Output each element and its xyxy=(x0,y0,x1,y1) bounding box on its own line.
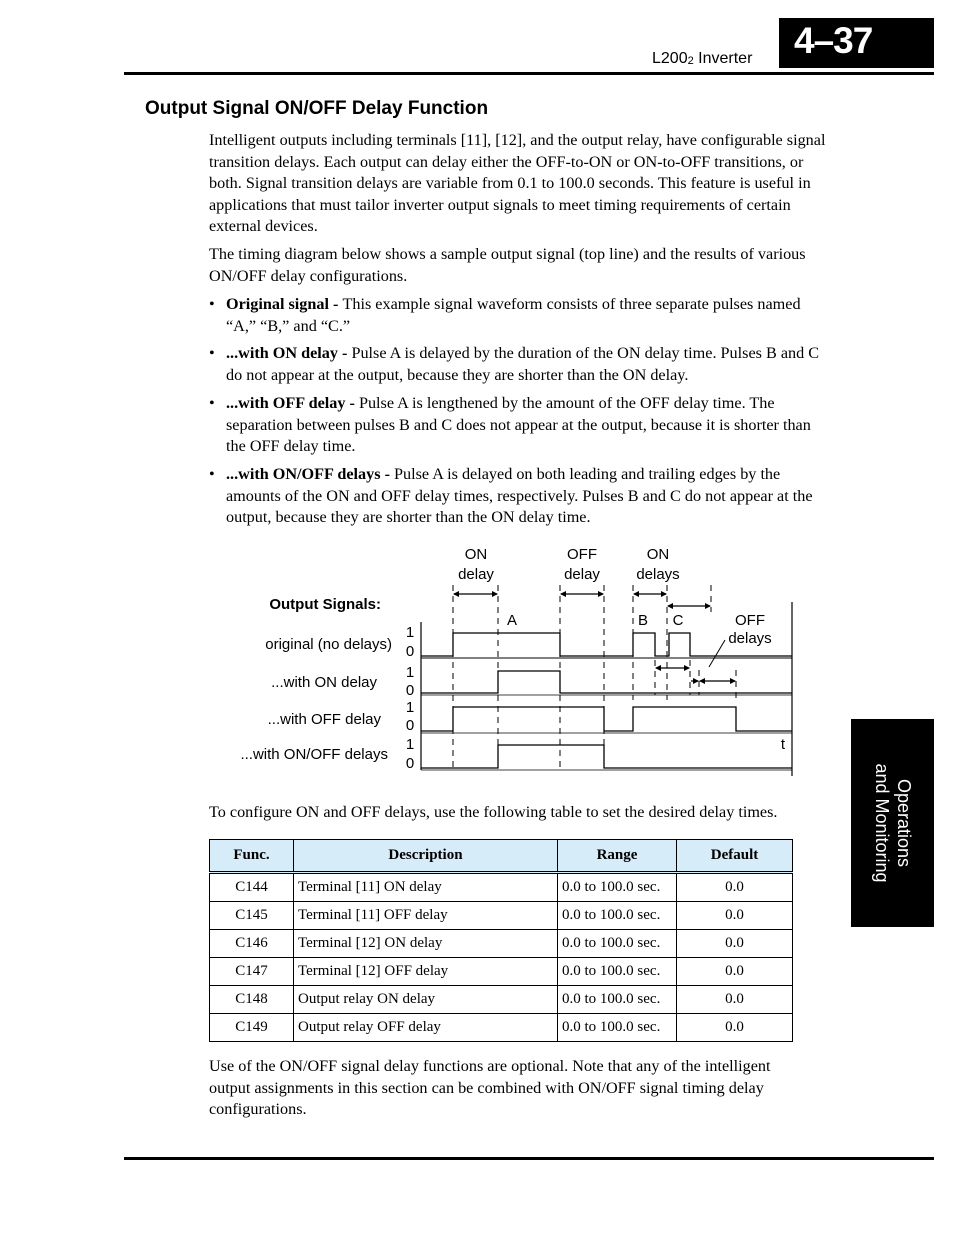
delay-arrows xyxy=(454,594,735,681)
level-low-row1: 0 xyxy=(405,643,415,660)
footer-rule xyxy=(124,1157,934,1160)
bullet-term: ...with ON delay - xyxy=(226,344,352,362)
delay-settings-table xyxy=(209,839,793,1042)
table-row xyxy=(210,902,793,930)
level-low-row4: 0 xyxy=(405,755,415,772)
diagram-intro-paragraph: The timing diagram below shows a sample output signal (top line) and the results of various ON/OFF delay configurations. xyxy=(209,245,806,285)
cell-range: 0.0 to 100.0 sec. xyxy=(558,930,677,958)
label-off-delay-line1: OFF xyxy=(567,546,597,563)
label-on-delays-line1: ON xyxy=(646,546,670,563)
col-header-description: Description xyxy=(294,840,558,873)
bullet-text: This example signal waveform consists of three separate pulses named “A,” “B,” and “C.” xyxy=(226,295,801,335)
pulse-b-label: B xyxy=(637,612,649,629)
cell-range: 0.0 to 100.0 sec. xyxy=(558,873,677,902)
table-row xyxy=(210,958,793,986)
cell-func: C147 xyxy=(210,958,294,986)
cell-description: Terminal [12] ON delay xyxy=(294,930,558,958)
cell-description: Output relay OFF delay xyxy=(294,1014,558,1042)
table-intro-paragraph: To configure ON and OFF delays, use the following table to set the desired delay times. xyxy=(209,803,778,821)
off-delays-pointer xyxy=(709,640,725,667)
level-high-row4: 1 xyxy=(405,736,415,753)
side-tab-line2: and Monitoring xyxy=(871,763,892,883)
level-high-row3: 1 xyxy=(405,699,415,716)
bullet-term: ...with ON/OFF delays - xyxy=(226,465,395,483)
bullet-text: Pulse A is delayed on both leading and trailing edges by the amounts of the ON and OFF delay times, respectively. Pulses B and C do not appear at the output, because they are shorter than the ON delay time. xyxy=(226,465,813,526)
bullet-dot: • xyxy=(209,295,215,313)
cell-default: 0.0 xyxy=(677,1014,793,1042)
header-product-name: L200 xyxy=(652,50,688,67)
diagram-title: Output Signals: xyxy=(269,596,381,613)
cell-description: Terminal [11] OFF delay xyxy=(294,902,558,930)
cell-default: 0.0 xyxy=(677,873,793,902)
side-tab-line1: Operations xyxy=(893,778,914,868)
bullet-term: ...with OFF delay - xyxy=(226,394,359,412)
cell-default: 0.0 xyxy=(677,902,793,930)
cell-description: Terminal [11] ON delay xyxy=(294,873,558,902)
row-label-original: original (no delays) xyxy=(265,636,392,653)
cell-range: 0.0 to 100.0 sec. xyxy=(558,902,677,930)
col-header-default: Default xyxy=(677,840,793,873)
table-row xyxy=(210,873,793,902)
header-product xyxy=(652,50,752,68)
level-high-row2: 1 xyxy=(405,664,415,681)
waveform-off-delay xyxy=(421,707,792,731)
chapter-side-tab-text xyxy=(851,719,934,927)
bullet-dot: • xyxy=(209,394,215,412)
cell-func: C145 xyxy=(210,902,294,930)
section-title: Output Signal ON/OFF Delay Function xyxy=(145,98,489,119)
cell-func: C148 xyxy=(210,986,294,1014)
label-on-delay-line1: ON xyxy=(464,546,488,563)
closing-paragraph: Use of the ON/OFF signal delay functions are optional. Note that any of the intelligent output assignments in this section can be combined with ON/OFF signal timing delay configurations. xyxy=(209,1057,771,1118)
row-label-on-off-delays: ...with ON/OFF delays xyxy=(240,746,388,763)
bullet-dot: • xyxy=(209,465,215,483)
label-on-delay-line2: delay xyxy=(458,566,494,583)
off-delays-line1: OFF xyxy=(735,612,765,629)
table-header-row xyxy=(210,840,793,873)
level-low-row3: 0 xyxy=(405,717,415,734)
time-axis-label: t xyxy=(780,736,786,753)
table-row xyxy=(210,986,793,1014)
cell-func: C144 xyxy=(210,873,294,902)
level-low-row2: 0 xyxy=(405,682,415,699)
page-number: 4–37 xyxy=(794,20,873,61)
cell-func: C146 xyxy=(210,930,294,958)
cell-default: 0.0 xyxy=(677,930,793,958)
level-high-row1: 1 xyxy=(405,624,415,641)
cell-description: Terminal [12] OFF delay xyxy=(294,958,558,986)
off-delays-line2: delays xyxy=(728,630,772,647)
cell-func: C149 xyxy=(210,1014,294,1042)
bullet-text: Pulse A is lengthened by the amount of the OFF delay time. The separation between pulses B and C does not appear at the output, because it is shorter than the OFF delay time. xyxy=(226,394,811,455)
bullet-dot: • xyxy=(209,344,215,362)
table-row xyxy=(210,930,793,958)
row-label-off-delay: ...with OFF delay xyxy=(267,711,381,728)
bullet-term: Original signal - xyxy=(226,295,343,313)
pulse-c-label: C xyxy=(672,612,684,629)
cell-range: 0.0 to 100.0 sec. xyxy=(558,958,677,986)
col-header-range: Range xyxy=(558,840,677,873)
intro-paragraph: Intelligent outputs including terminals [11], [12], and the output relay, have configurable signal transition delays. Each output can delay either the OFF-to-ON or ON-to-OFF transitions, or both. Signal transition delays are variable from 0.1 to 100.0 seconds. This feature is useful in applications that must tailor inverter output signals to meet timing requirements of certain external devices. xyxy=(209,131,826,235)
header-rule xyxy=(124,72,934,75)
table-row xyxy=(210,1014,793,1042)
col-header-func: Func. xyxy=(210,840,294,873)
bullet-text: Pulse A is delayed by the duration of the ON delay time. Pulses B and C do not appear at the output, because they are shorter than the ON delay. xyxy=(226,344,820,384)
cell-range: 0.0 to 100.0 sec. xyxy=(558,1014,677,1042)
cell-default: 0.0 xyxy=(677,986,793,1014)
header-product-suffix: Inverter xyxy=(693,50,753,67)
label-off-delay-line2: delay xyxy=(564,566,600,583)
cell-default: 0.0 xyxy=(677,958,793,986)
cell-range: 0.0 to 100.0 sec. xyxy=(558,986,677,1014)
timing-guide-lines xyxy=(453,585,736,770)
waveform-on-off-delays xyxy=(421,745,792,768)
cell-description: Output relay ON delay xyxy=(294,986,558,1014)
label-on-delays-line2: delays xyxy=(636,566,680,583)
row-label-on-delay: ...with ON delay xyxy=(271,674,377,691)
header-product-subscript: 2 xyxy=(687,55,694,67)
pulse-a-label: A xyxy=(506,612,518,629)
timing-diagram xyxy=(200,540,810,785)
